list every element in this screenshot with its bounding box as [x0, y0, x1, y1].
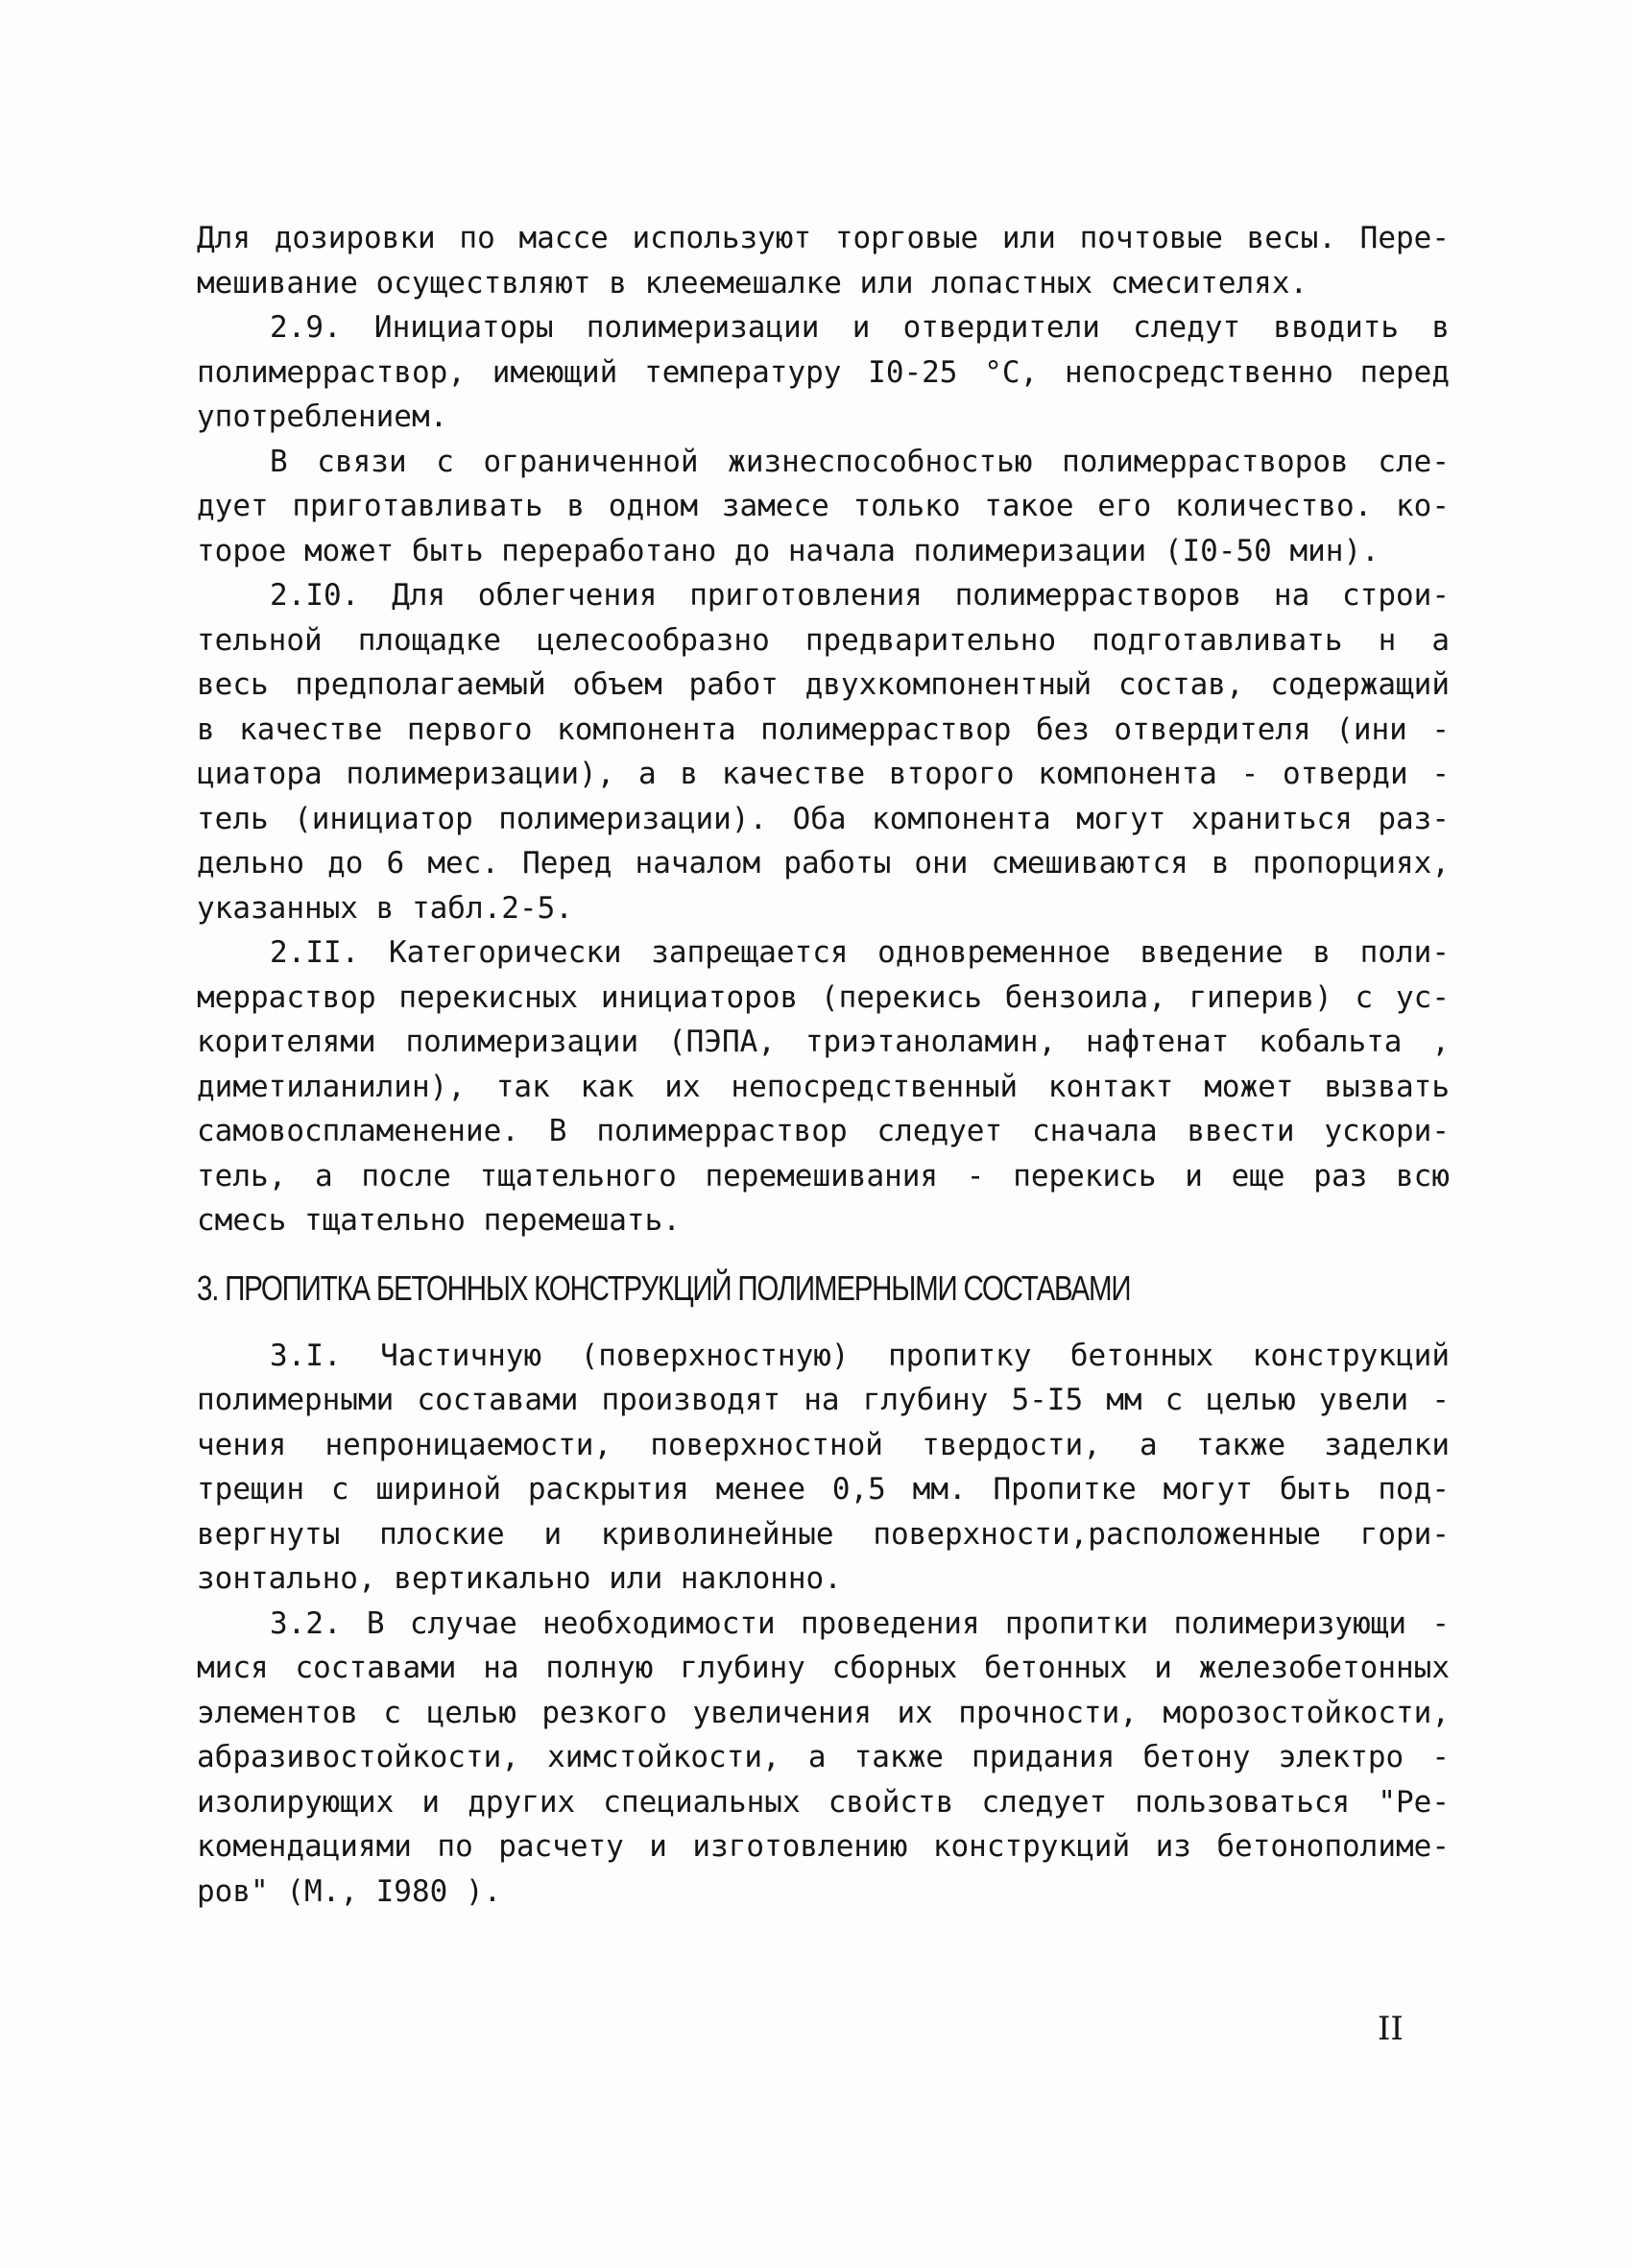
text-line: В связи с ограниченной жизнеспособностью полимеррастворов сле- — [270, 444, 1450, 479]
text-line: 2.II. Категорически запрещается одновременное введение в поли- — [270, 935, 1450, 970]
text-line: тельной площадке целесообразно предварительно подготавливать н а — [197, 622, 1450, 658]
paragraph-weighing — [197, 216, 1450, 305]
text-line: 3.I. Частичную (поверхностную) пропитку бетонных конструкций — [270, 1338, 1450, 1373]
text-line: полимерраствор, имеющий температуру I0-25 °С, непосредственно перед — [197, 354, 1450, 390]
paragraph-2-11 — [197, 930, 1450, 1243]
text-line: корителями полимеризации (ПЭПА, триэтаноламин, нафтенат кобальта , — [197, 1025, 1450, 1059]
text-line: диметиланилин), так как их непосредственный контакт может вызвать — [197, 1069, 1450, 1104]
text-line: в качестве первого компонента полимерраствор без отвердителя (ини - — [197, 712, 1450, 747]
paragraph-3-2 — [197, 1602, 1450, 1915]
paragraph-3-1 — [197, 1334, 1450, 1602]
paragraph-viability — [197, 440, 1450, 574]
text-line: чения непроницаемости, поверхностной твердости, а также заделки — [197, 1427, 1450, 1462]
text-line: тель (инициатор полимеризации). Оба компонента могут храниться раз- — [197, 801, 1450, 836]
text-line: весь предполагаемый объем работ двухкомпонентный состав, содержащий — [197, 667, 1450, 702]
text-line: полимерными составами производят на глубину 5-I5 мм с целью увели - — [197, 1383, 1450, 1417]
text-line: мися составами на полную глубину сборных бетонных и железобетонных — [197, 1651, 1450, 1685]
section-3-heading: 3. ПРОПИТКА БЕТОННЫХ КОНСТРУКЦИЙ ПОЛИМЕРНЫМИ СОСТАВАМИ — [197, 1267, 1131, 1308]
text-line: зонтально, вертикально или наклонно. — [197, 1561, 842, 1596]
text-line: изолирующих и других специальных свойств следует пользоваться "Ре- — [197, 1784, 1450, 1820]
text-line: 2.I0. Для облегчения приготовления полимеррастворов на строи- — [270, 578, 1450, 613]
text-line: торое может быть переработано до начала полимеризации (I0-50 мин). — [197, 533, 1380, 568]
page-number: II — [1378, 2010, 1404, 2048]
page-body — [197, 216, 1450, 1914]
text-line: 3.2. В случае необходимости проведения пропитки полимеризующи - — [270, 1605, 1450, 1641]
text-line: тель, а после тщательного перемешивания - перекись и еще раз всю — [197, 1158, 1450, 1194]
text-line: Для дозировки по массе используют торговые или почтовые весы. Пере- — [197, 221, 1450, 255]
text-line: элементов с целью резкого увеличения их прочности, морозостойкости, — [197, 1695, 1450, 1730]
text-line: ров" (М., I980 ). — [197, 1873, 502, 1909]
text-line: вергнуты плоские и криволинейные поверхности,расположенные гори- — [197, 1516, 1450, 1552]
text-line: самовоспламенение. В полимерраствор следует сначала ввести ускори- — [197, 1114, 1450, 1148]
text-line: дельно до 6 мес. Перед началом работы они смешиваются в пропорциях, — [197, 846, 1450, 881]
paragraph-2-10 — [197, 573, 1450, 930]
text-line: абразивостойкости, химстойкости, а также придания бетону электро - — [197, 1740, 1450, 1774]
text-line: 2.9. Инициаторы полимеризации и отвердители следут вводить в — [270, 310, 1450, 345]
text-line: мерраствор перекисных инициаторов (перекись бензоила, гиперив) с ус- — [197, 979, 1450, 1015]
text-line: смесь тщательно перемешать. — [197, 1203, 681, 1238]
text-line: мешивание осуществляют в клеемешалке или лопастных смесителях. — [197, 265, 1308, 301]
text-line: дует приготавливать в одном замесе только такое его количество. ко- — [197, 489, 1450, 523]
text-line: циатора полимеризации), а в качестве второго компонента - отверди - — [197, 757, 1450, 791]
spacer — [197, 1312, 1450, 1334]
text-line: указанных в табл.2-5. — [197, 890, 573, 926]
paragraph-2-9 — [197, 305, 1450, 440]
spacer — [197, 1243, 1450, 1266]
text-line: употреблением. — [197, 399, 448, 434]
text-line: комендациями по расчету и изготовлению конструкций из бетонополиме- — [197, 1829, 1450, 1864]
text-line: трещин с шириной раскрытия менее 0,5 мм. Пропитке могут быть под- — [197, 1472, 1450, 1507]
